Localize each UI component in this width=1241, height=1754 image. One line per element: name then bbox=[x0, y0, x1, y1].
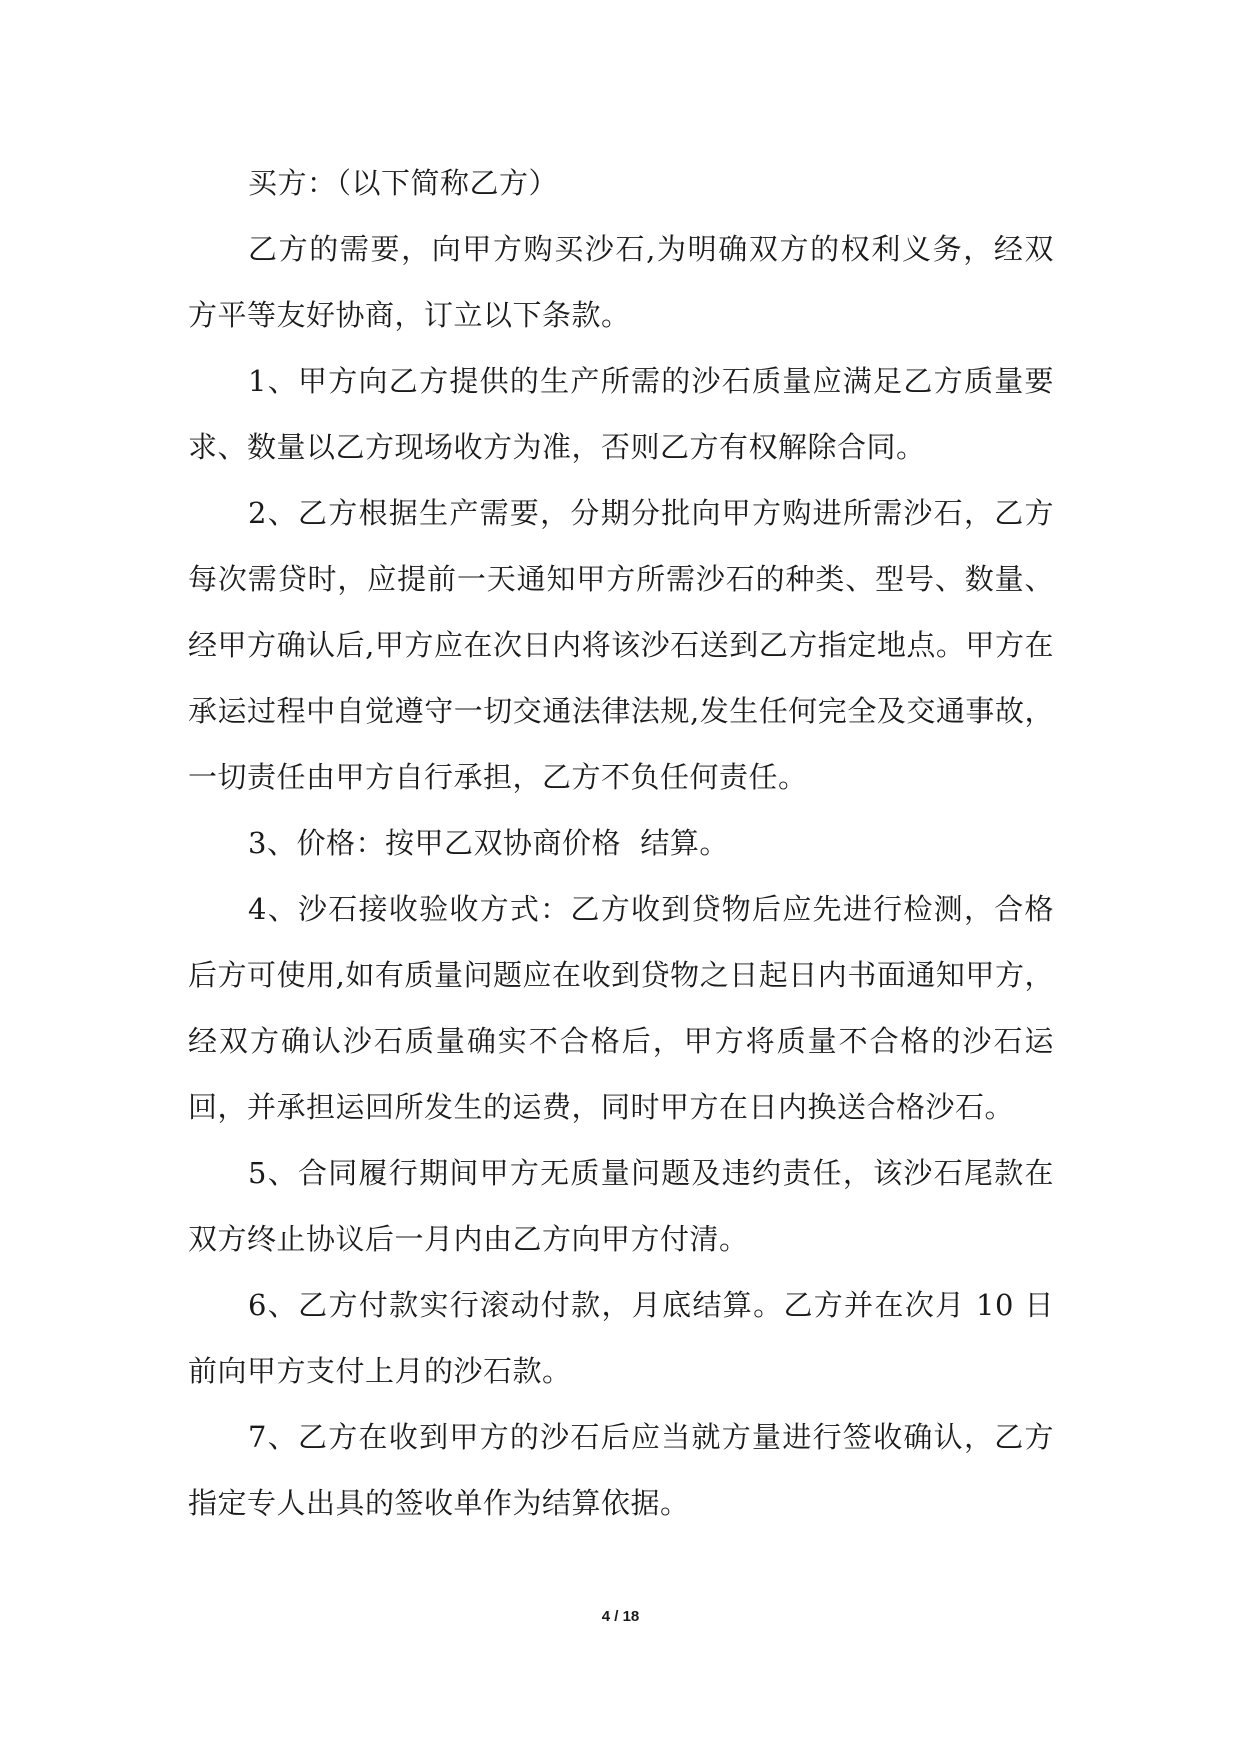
clause-3: 3、价格：按甲乙双协商价格 结算。 bbox=[248, 826, 729, 860]
clause-5: 5、合同履行期间甲方无质量问题及违约责任，该沙石尾款在双方终止协议后一月内由乙方向甲方付清。 bbox=[188, 1156, 1054, 1256]
clause-1: 1、甲方向乙方提供的生产所需的沙石质量应满足乙方质量要求、数量以乙方现场收方为准，否则乙方有权解除合同。 bbox=[188, 364, 1054, 464]
clause-6: 6、乙方付款实行滚动付款，月底结算。乙方并在次月 10 日前向甲方支付上月的沙石款。 bbox=[188, 1288, 1054, 1388]
page-number: 4 / 18 bbox=[601, 1608, 640, 1625]
preamble-paragraph: 乙方的需要，向甲方购买沙石,为明确双方的权利义务，经双方平等友好协商，订立以下条款。 bbox=[188, 232, 1054, 332]
clause-2: 2、乙方根据生产需要，分期分批向甲方购进所需沙石，乙方每次需贷时，应提前一天通知甲方所需沙石的种类、型号、数量、经甲方确认后,甲方应在次日内将该沙石送到乙方指定地点。甲方在承运过程中自觉遵守一切交通法律法规,发生任何完全及交通事故，一切责任由甲方自行承担，乙方不负任何责任。 bbox=[188, 496, 1054, 794]
buyer-line: 买方：（以下简称乙方） bbox=[248, 166, 559, 200]
clause-4: 4、沙石接收验收方式：乙方收到贷物后应先进行检测，合格后方可使用,如有质量问题应在收到贷物之日起日内书面通知甲方，经双方确认沙石质量确实不合格后，甲方将质量不合格的沙石运回，并承担运回所发生的运费，同时甲方在日内换送合格沙石。 bbox=[188, 892, 1054, 1124]
document-body bbox=[188, 150, 1054, 1536]
clause-7: 7、乙方在收到甲方的沙石后应当就方量进行签收确认，乙方指定专人出具的签收单作为结算依据。 bbox=[188, 1420, 1054, 1520]
